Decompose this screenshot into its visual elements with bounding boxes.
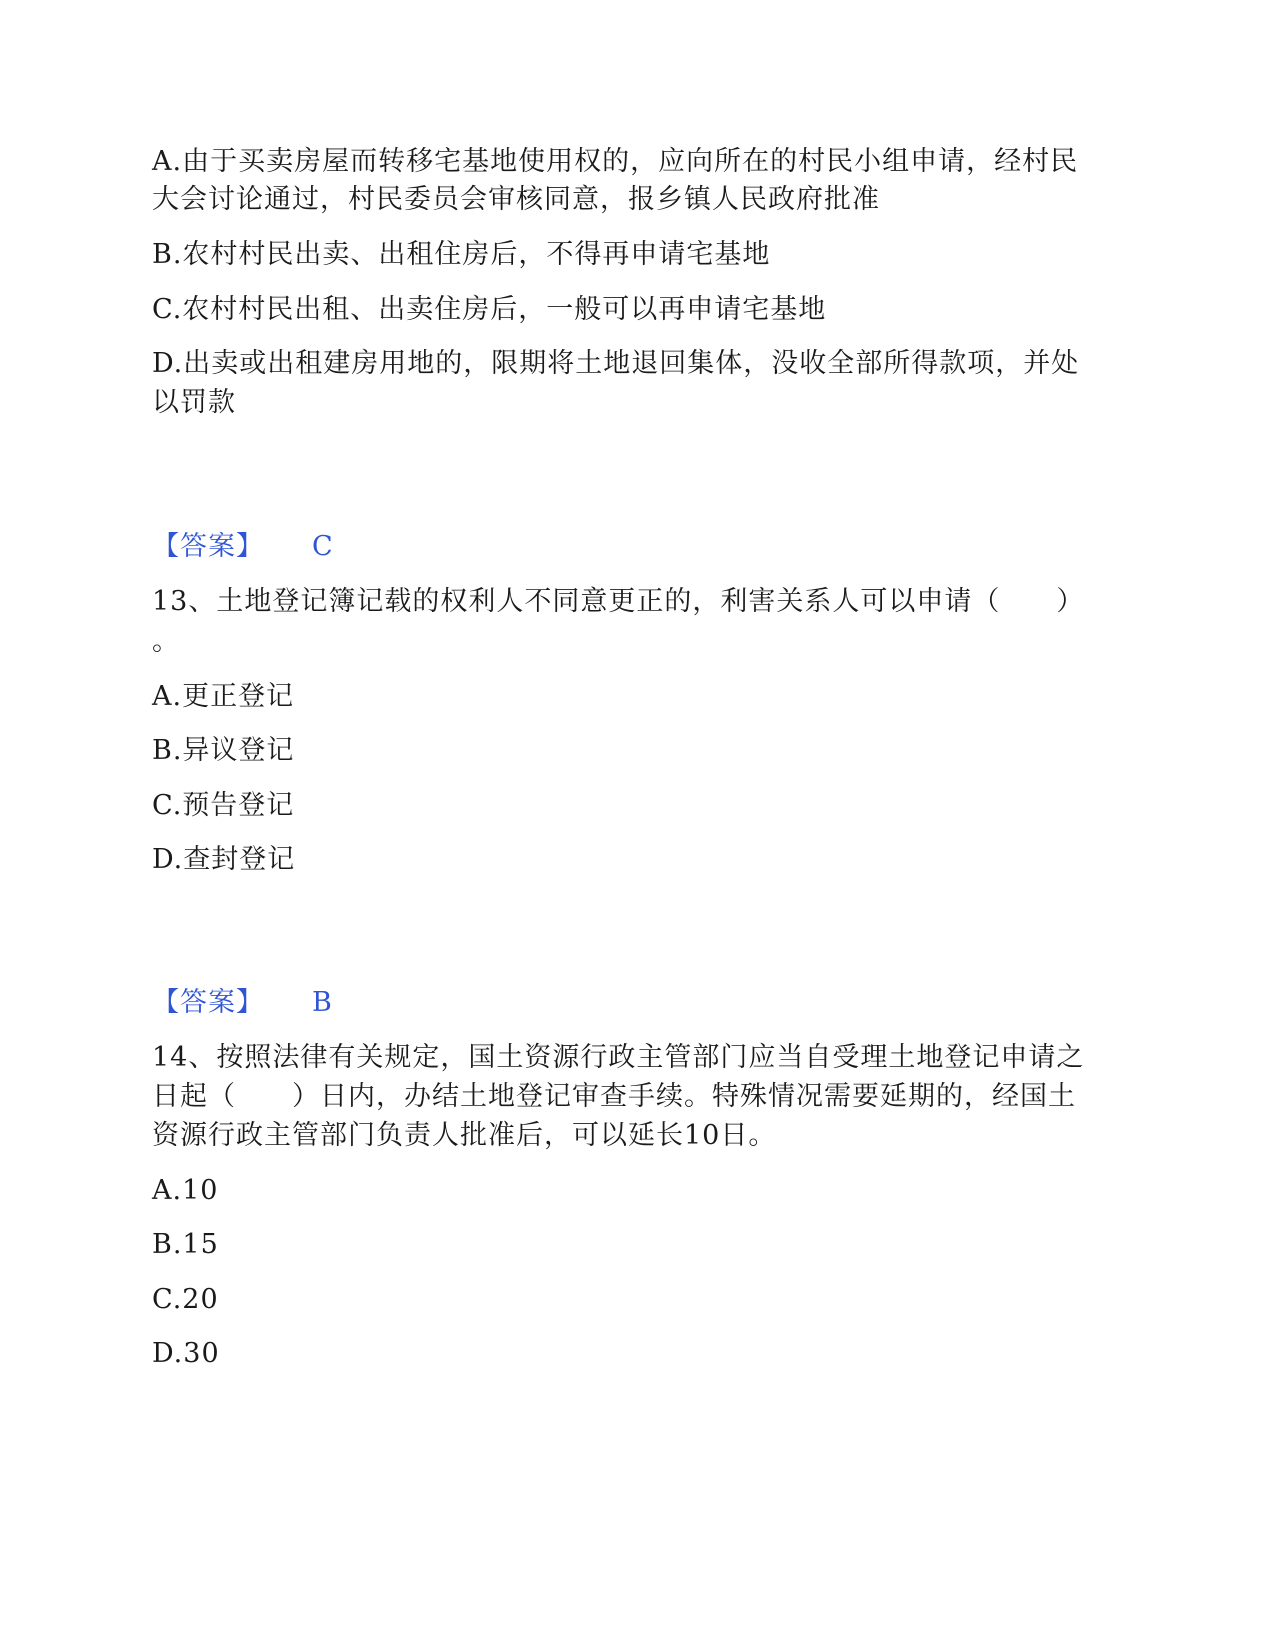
prev-option-c: C.农村村民出租、出卖住房后，一般可以再申请宅基地 — [152, 294, 827, 325]
q14-option-d: D.30 — [152, 1338, 220, 1369]
q13-option-b: B.异议登记 — [152, 735, 295, 766]
prev-option-d-line-1: D.出卖或出租建房用地的，限期将土地退回集体，没收全部所得款项，并处 — [152, 348, 1080, 379]
q13-answer — [152, 983, 333, 1023]
q14-option-b: B.15 — [152, 1229, 219, 1260]
answer-value: C — [312, 531, 334, 562]
prev-answer — [152, 527, 334, 567]
q13-option-c: C.预告登记 — [152, 790, 295, 821]
answer-value: B — [312, 987, 333, 1018]
q14-option-c: C.20 — [152, 1284, 219, 1315]
prev-option-d-line-2: 以罚款 — [152, 387, 236, 418]
q14-option-a: A.10 — [152, 1175, 219, 1206]
q13-option-a: A.更正登记 — [152, 681, 295, 712]
q13-stem-line-1: 13、土地登记簿记载的权利人不同意更正的，利害关系人可以申请（ ） — [152, 586, 1085, 617]
answer-label: 【答案】 — [152, 531, 264, 562]
answer-label: 【答案】 — [152, 987, 264, 1018]
q14-stem-line-2: 日起（ ）日内，办结土地登记审查手续。特殊情况需要延期的，经国土 — [152, 1081, 1076, 1112]
prev-option-b: B.农村村民出卖、出租住房后，不得再申请宅基地 — [152, 239, 771, 270]
prev-option-a-line-1: A.由于买卖房屋而转移宅基地使用权的，应向所在的村民小组申请，经村民 — [152, 146, 1079, 177]
q14-stem-line-3: 资源行政主管部门负责人批准后，可以延长10日。 — [152, 1120, 777, 1151]
prev-option-a-line-2: 大会讨论通过，村民委员会审核同意，报乡镇人民政府批准 — [152, 184, 880, 215]
q13-stem-line-2: 。 — [152, 626, 180, 657]
q13-option-d: D.查封登记 — [152, 844, 296, 875]
q14-stem-line-1: 14、按照法律有关规定，国土资源行政主管部门应当自受理土地登记申请之 — [152, 1042, 1085, 1073]
